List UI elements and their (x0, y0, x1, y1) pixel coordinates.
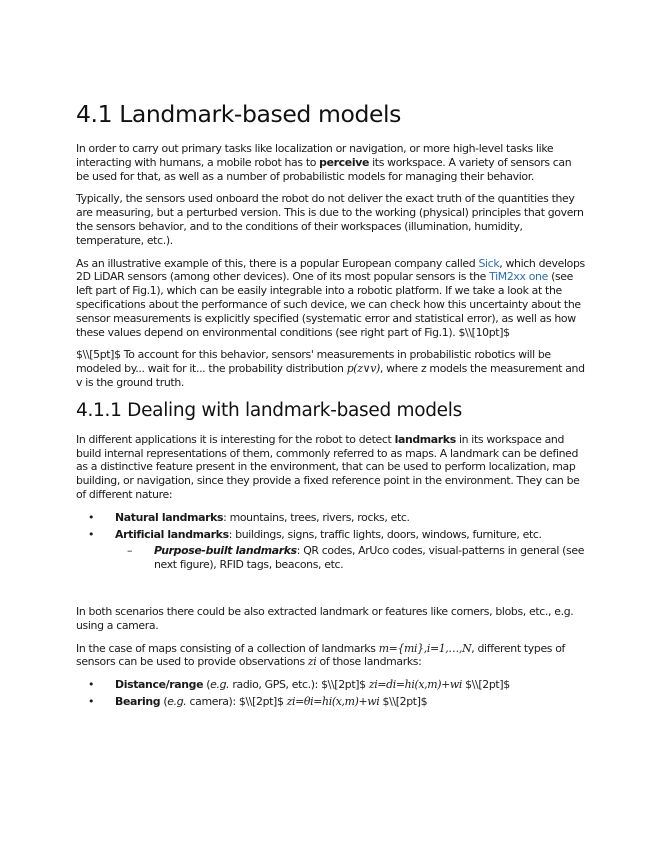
bullet-icon: • (88, 510, 95, 524)
math-observation: zi (307, 655, 317, 669)
subsection-title: 4.1.1 Dealing with landmark-based models (76, 399, 462, 421)
sub-list (115, 544, 586, 572)
list-item: • Natural landmarks: mountains, trees, rivers, rocks, etc. (88, 510, 410, 524)
bullet-icon: • (88, 694, 95, 708)
spacer (76, 575, 586, 605)
dash-icon: – (127, 544, 133, 558)
list-item: • Bearing (e.g. camera): $\\[2pt]$ zi=θi=hi(x,m)+wi $\\[2pt]$ (88, 694, 428, 708)
paragraph-sensors: Typically, the sensors used onboard the robot do not deliver the exact truth of the quantities they are measuring, but a perturbed version. This is due to the working (physical) principles that govern the sensors behavior, and to the conditions of their workspaces (illumination, humidity, temperature, etc.). (76, 192, 584, 247)
paragraph-intro: In order to carry out primary tasks like localization or navigation, or more high-level tasks like interacting with humans, a mobile robot has to perceive its workspace. A variety of sensors can be used for that, as well as a number of probabilistic models for managing their behavior. (76, 142, 572, 183)
paragraph-probability: $\\[5pt]$ To account for this behavior, sensors' measurements in probabilistic robotics will be modeled by... wait for it... the probability distribution p(z∨v), where z models the measurement and v is the ground truth. (76, 348, 585, 389)
link-tim2xx[interactable]: TiM2xx one (489, 270, 548, 284)
emphasis-perceive: perceive (319, 155, 369, 169)
list-item: • Artificial landmarks: buildings, signs, traffic lights, doors, windows, furniture, etc. – Purpose-built landmarks: QR codes, ArUco codes, visual-patterns in general (see next figure), RFID tags, beacons, etc. (88, 527, 585, 572)
sensor-types-list (76, 678, 586, 709)
section-title: 4.1 Landmark-based models (76, 100, 402, 128)
math-landmark-set: m={mi},i=1,…,N (378, 641, 472, 655)
paragraph-landmarks: In different applications it is interesting for the robot to detect landmarks in its workspace and build internal representations of them, commonly referred to as maps. A landmark can be defined as a distinctive feature present in the environment, that can be used to perform localization, map building, or navigation, since they provide a fixed reference point in the environment. They can be of different nature: (76, 432, 580, 501)
math-bearing-model: zi=θi=hi(x,m)+wi (286, 694, 380, 708)
document-content (76, 100, 586, 712)
paragraph-features: In both scenarios there could be also extracted landmark or features like corners, blobs, etc., e.g. using a camera. (76, 604, 574, 632)
list-item: • Distance/range (e.g. radio, GPS, etc.): $\\[2pt]$ zi=di=hi(x,m)+wi $\\[2pt]$ (88, 678, 510, 692)
math-range-model: zi=di=hi(x,m)+wi (368, 678, 463, 692)
link-sick[interactable]: Sick (478, 256, 500, 270)
paragraph-observations: In the case of maps consisting of a collection of landmarks m={mi},i=1,…,N, different types of sensors can be used to provide observations zi of those landmarks: (76, 641, 566, 669)
math-probability: p(z∨v) (346, 362, 380, 376)
emphasis-landmarks: landmarks (394, 432, 456, 446)
bullet-icon: • (88, 678, 95, 692)
landmark-types-list (76, 511, 586, 572)
bullet-icon: • (88, 527, 95, 541)
paragraph-example: As an illustrative example of this, there is a popular European company called Sick, which develops 2D LiDAR sensors (among other devices). One of its most popular sensors is the TiM2xx one (see left part of Fig.1), which can be easily integrable into a robotic platform. If we take a look at the specifications about the performance of such device, we can check how this uncertainty about the sensor measurements is explicitly specified (systematic error and statistical error), as well as how these values depend on environmental conditions (see right part of Fig.1). $\\[10pt]$ (76, 256, 585, 339)
sub-list-item: – Purpose-built landmarks: QR codes, ArUco codes, visual-patterns in general (see next figure), RFID tags, beacons, etc. (127, 544, 585, 572)
